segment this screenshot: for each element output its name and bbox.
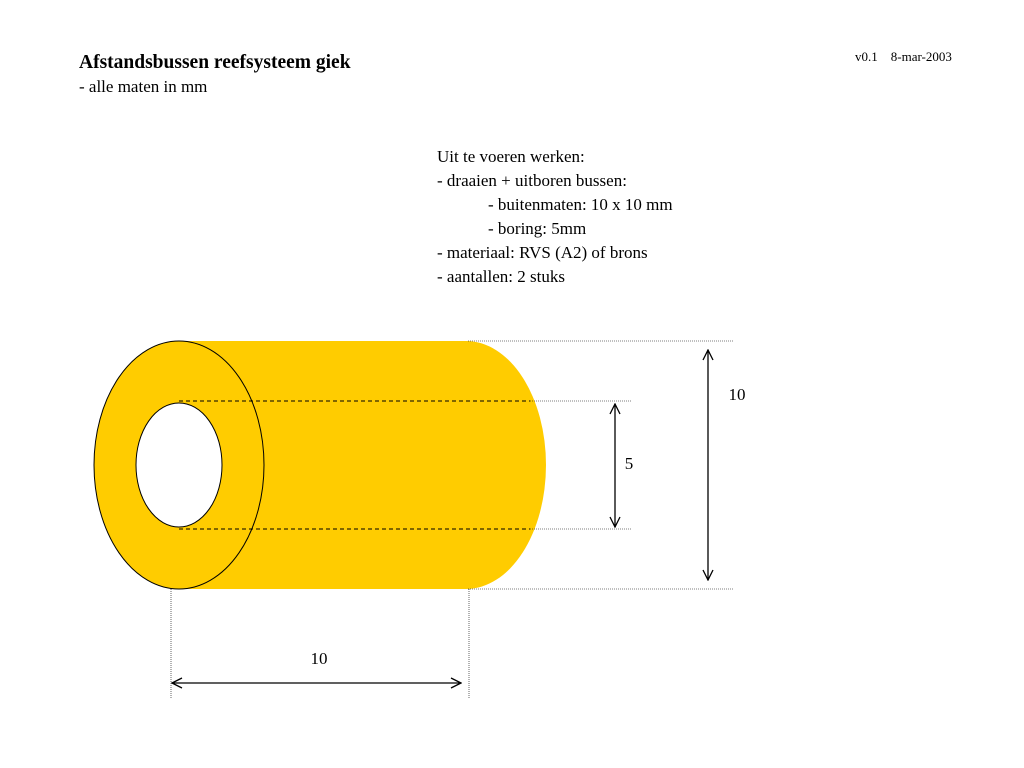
instruction-material: - materiaal: RVS (A2) of brons xyxy=(437,243,648,262)
dimension-label-length: 10 xyxy=(310,649,328,668)
dimension-label-outer: 10 xyxy=(728,385,746,404)
page-subtitle: - alle maten in mm xyxy=(79,77,208,96)
instruction-outer-dimensions: - buitenmaten: 10 x 10 mm xyxy=(488,195,673,214)
bore-hole xyxy=(136,403,222,527)
instruction-bore: - boring: 5mm xyxy=(488,219,587,238)
version-label: v0.1 xyxy=(855,49,878,64)
dimension-label-bore: 5 xyxy=(624,454,634,473)
instruction-quantity: - aantallen: 2 stuks xyxy=(437,267,565,286)
page-title: Afstandsbussen reefsysteem giek xyxy=(79,52,351,73)
instructions-heading: Uit te voeren werken: xyxy=(437,147,585,166)
instruction-turning: - draaien + uitboren bussen: xyxy=(437,171,627,190)
date-label: 8-mar-2003 xyxy=(890,49,952,64)
